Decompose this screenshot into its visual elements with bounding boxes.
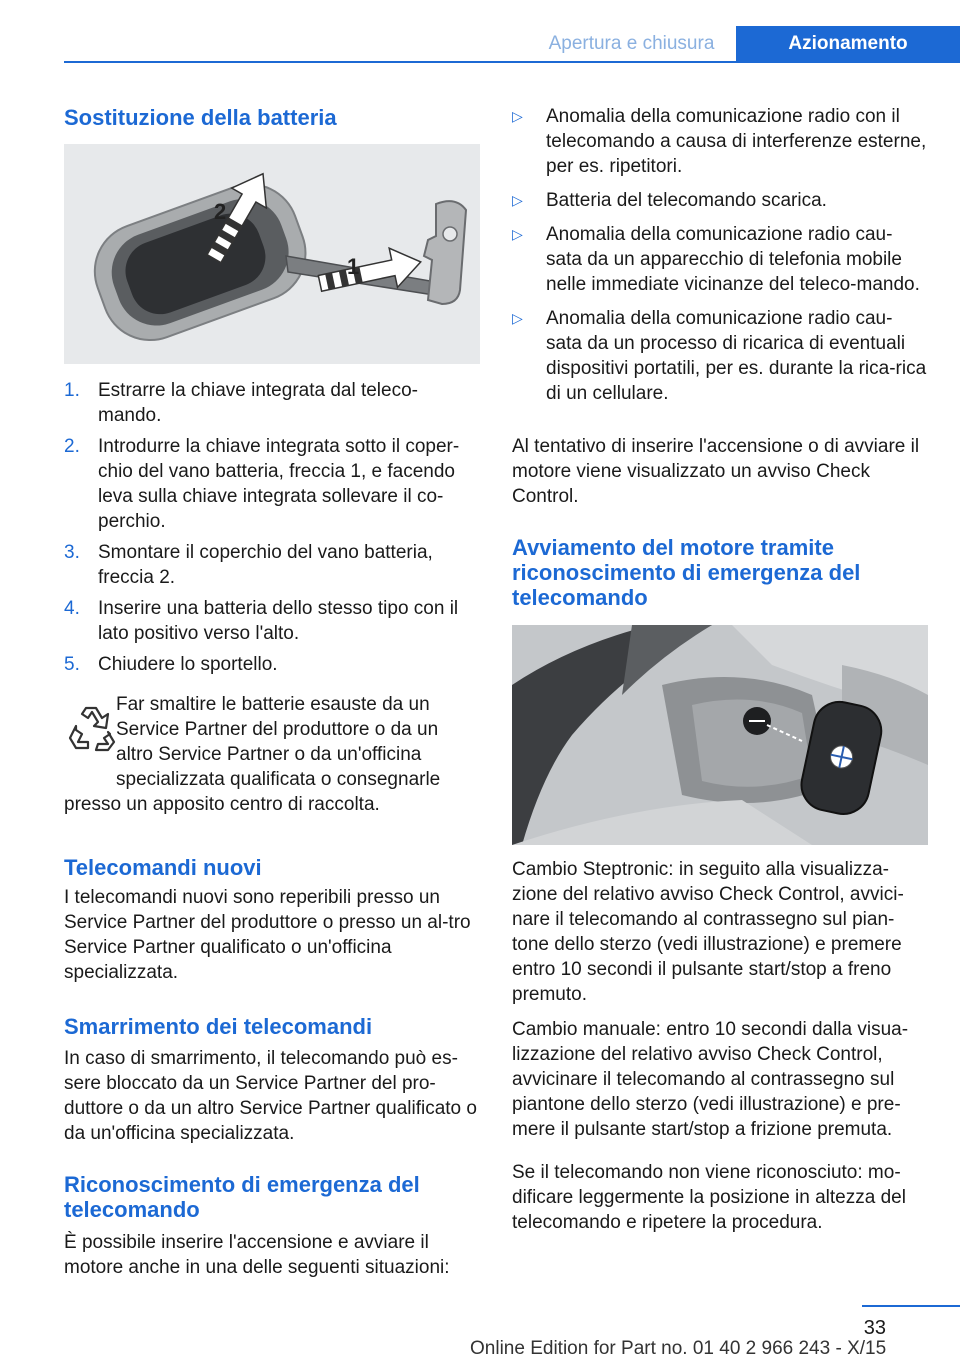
chapter-tab[interactable]: Azionamento (736, 26, 960, 63)
recycling-icon (64, 698, 120, 754)
bullet-text: Anomalia della comunicazione radio cau-sata da un processo di ricarica di eventuali dispositivi portatili, per es. durante la rica-rica di un cellulare. (546, 308, 927, 404)
situations-list (512, 104, 928, 415)
step-text: Chiudere lo sportello. (98, 654, 278, 675)
recycling-note-text: Far smaltire le batterie esauste da un Service Partner del produttore o da un altro Service Partner o da un'officina specializzata qualificata o consegnarle presso un apposito centro di raccolta. (64, 694, 441, 815)
not-recognized-text: Se il telecomando non viene riconosciuto: mo-dificare leggermente la posizione in altezza del telecomando e ripetere la procedura. (512, 1162, 906, 1233)
recycling-note (64, 692, 480, 817)
bullet-triangle-icon: ▷ (512, 226, 523, 242)
step-number: 5. (64, 654, 80, 675)
step-text: Estrarre la chiave integrata dal teleco-mando. (98, 380, 418, 426)
step-number: 2. (64, 436, 80, 457)
list-item (64, 434, 480, 534)
bullet-triangle-icon: ▷ (512, 192, 523, 208)
step-number: 1. (64, 380, 80, 401)
new-remotes-title: Telecomandi nuovi (64, 855, 262, 880)
lost-remotes-text: In caso di smarrimento, il telecomando può es-sere bloccato da un Service Partner del pro-duttore o da un altro Service Partner qualificato o da un'officina specializzata. (64, 1048, 477, 1144)
steering-illustration-svg (512, 625, 928, 845)
step-number: 4. (64, 598, 80, 619)
step-text: Smontare il coperchio del vano batteria, freccia 2. (98, 542, 433, 588)
footer-rule (862, 1305, 960, 1307)
emergency-recognition-text: È possibile inserire l'accensione e avviare il motore anche in una delle seguenti situazioni: (64, 1232, 450, 1278)
bullet-triangle-icon: ▷ (512, 310, 523, 326)
list-item (64, 540, 480, 590)
list-item (512, 306, 928, 406)
step-text: Inserire una batteria dello stesso tipo con il lato positivo verso l'alto. (98, 598, 459, 644)
page-number: 33 (863, 1317, 886, 1339)
emergency-start-title: Avviamento del motore tramite riconoscimento di emergenza del telecomando (512, 535, 861, 610)
list-item (64, 652, 480, 677)
step-text: Introdurre la chiave integrata sotto il coper-chio del vano batteria, freccia 1, e facendo leva sulla chiave integrata sollevare il co-perchio. (98, 436, 460, 532)
step-number: 3. (64, 542, 80, 563)
list-item (512, 188, 928, 213)
section-tab[interactable]: Apertura e chiusura (548, 33, 715, 54)
header-rule (64, 61, 960, 63)
list-item (64, 378, 480, 428)
steering-column-illustration (512, 625, 928, 845)
manual-gearbox-text: Cambio manuale: entro 10 secondi dalla visua-lizzazione del relativo avviso Check Control, avvicinare il telecomando al contrassegno sul piantone dello sterzo (vedi illustrazione) e pre-mere il pulsante start/stop a frizione premuta. (512, 1019, 909, 1140)
bullet-text: Batteria del telecomando scarica. (546, 190, 827, 211)
battery-section-title: Sostituzione della batteria (64, 105, 337, 130)
page-header (0, 0, 960, 62)
bullet-triangle-icon: ▷ (512, 108, 523, 124)
list-item (512, 222, 928, 297)
bullet-text: Anomalia della comunicazione radio con il telecomando a causa di interferenze esterne, per es. ripetitori. (546, 106, 927, 177)
edition-footer: Online Edition for Part no. 01 40 2 966 243 - X/15 (470, 1338, 887, 1359)
arrow-1-label: 1 (347, 254, 360, 279)
key-illustration-svg (64, 144, 480, 364)
recycling-text (64, 692, 480, 817)
lost-remotes-title: Smarrimento dei telecomandi (64, 1014, 373, 1039)
bullet-text: Anomalia della comunicazione radio cau-sata da un apparecchio di telefonia mobile nelle immediate vicinanze del teleco-mando. (546, 224, 920, 295)
check-control-text: Al tentativo di inserire l'accensione o di avviare il motore viene visualizzato un avviso Check Control. (512, 436, 920, 507)
steptronic-text: Cambio Steptronic: in seguito alla visualizza-zione del relativo avviso Check Control, avvici-nare il telecomando al contrassegno sul pian-tone dello sterzo (vedi illustrazione) e premere entro 10 secondi il pulsante start/stop a freno premuto. (512, 859, 904, 1005)
arrow-2-label: 2 (214, 199, 227, 224)
emergency-recognition-title: Riconoscimento di emergenza del telecomando (64, 1172, 420, 1222)
key-battery-illustration (64, 144, 480, 364)
list-item (512, 104, 928, 179)
battery-steps-list (64, 378, 480, 683)
list-item (64, 596, 480, 646)
new-remotes-text: I telecomandi nuovi sono reperibili presso un Service Partner del produttore o presso un al-tro Service Partner qualificato o un'officina specializzata. (64, 887, 471, 983)
